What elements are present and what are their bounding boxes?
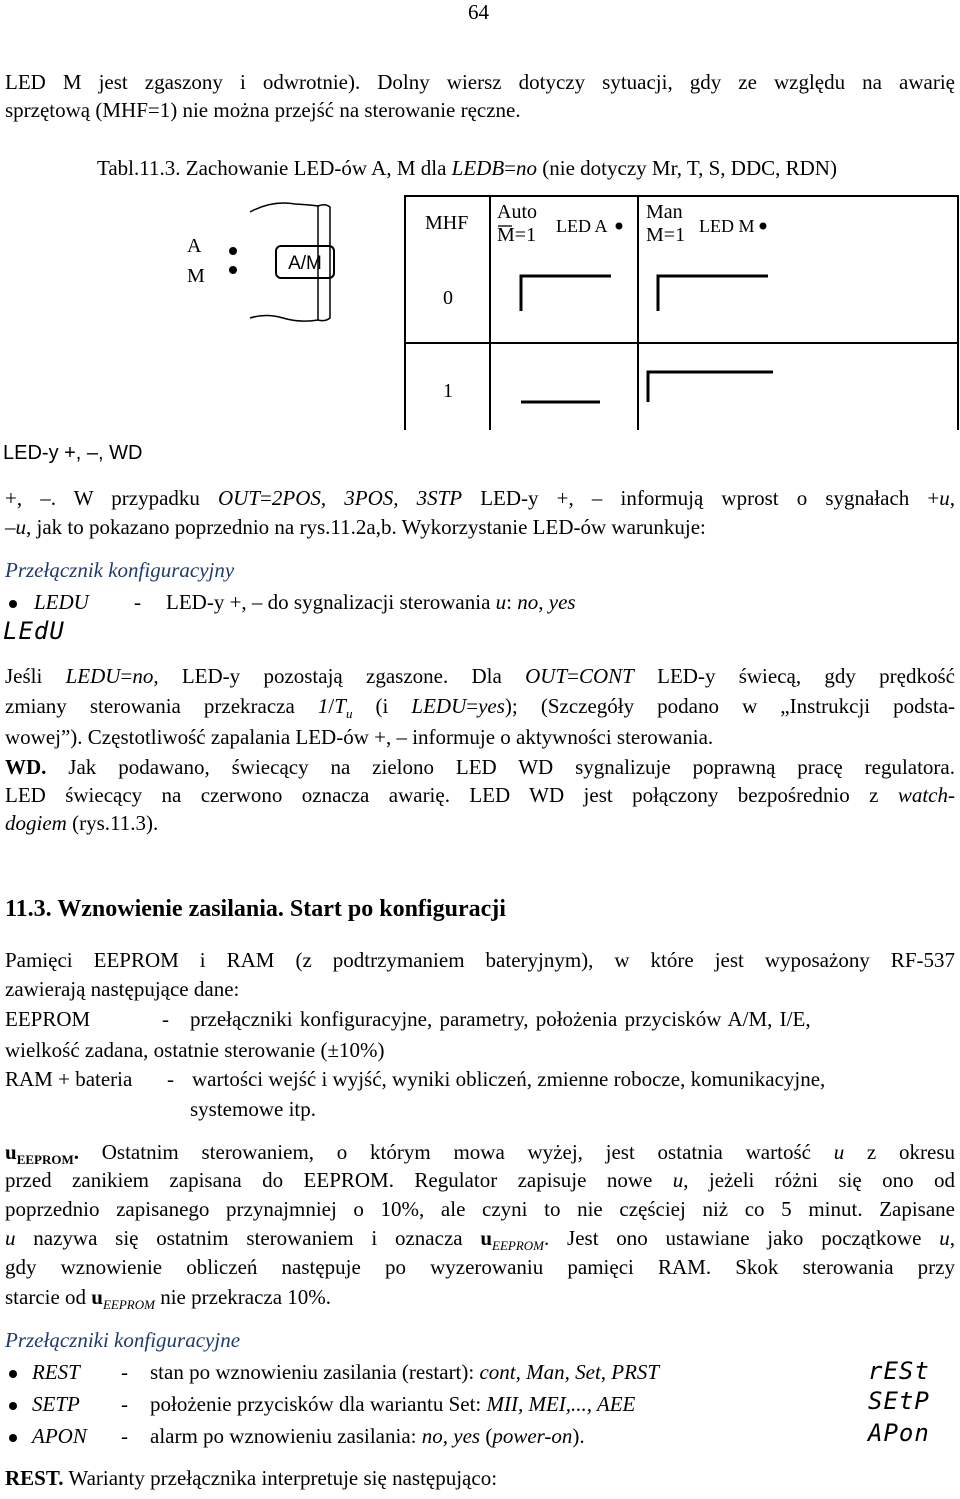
ueeprom-line-5: gdy wznowienie obliczeń następuje po wyzerowaniu pamięci RAM. Skok sterowania przy bbox=[5, 1255, 955, 1279]
setp-desc: położenie przycisków dla wariantu Set: MII, MEI,..., AEE bbox=[150, 1392, 636, 1416]
bullet bbox=[9, 1370, 17, 1378]
ledu-para-line-2: zmiany sterowania przekracza $1/T_u$ (i LEDU=yes); (Szczegóły podano w „Instrukcji podsta- bbox=[5, 694, 956, 722]
ram-text-2: systemowe itp. bbox=[190, 1097, 316, 1121]
wd-para-line-2: LED świecący na czerwono oznacza awarię. LED WD jest połączony bezpośrednio z watch- bbox=[5, 783, 955, 807]
eeprom-dash: - bbox=[162, 1007, 169, 1031]
setp-display: SEtP bbox=[868, 1387, 930, 1415]
eeprom-text-2: wielkość zadana, ostatnie sterowanie (±10%) bbox=[5, 1038, 385, 1062]
col-man-m: M=1 bbox=[646, 224, 686, 246]
ledu-desc: LED-y +, – do sygnalizacji sterowania u: no, yes bbox=[166, 590, 576, 614]
ueeprom-line-3: poprzednio zapisanego przynajmniej o 10%, ale czyni to nie częściej niż co 5 minut. Zapisane bbox=[5, 1197, 955, 1221]
row-0: 0 bbox=[443, 287, 453, 309]
ledu-display: LEdU bbox=[3, 617, 65, 645]
led-m-dot bbox=[229, 266, 237, 274]
leds-para-line-2: –u, jak to pokazano poprzednio na rys.11.2a,b. Wykorzystanie LED-ów warunkuje: bbox=[5, 515, 706, 539]
col-led-a: LED A bbox=[556, 216, 608, 236]
ledu-dash: - bbox=[134, 590, 141, 614]
page-number: 64 bbox=[468, 0, 489, 24]
config-heading-2: Przełączniki konfiguracyjne bbox=[5, 1328, 241, 1352]
bullet bbox=[9, 1434, 17, 1442]
led-m-indicator bbox=[760, 223, 767, 230]
ram-text: wartości wejść i wyjść, wyniki obliczeń, zmienne robocze, komunikacyjne, bbox=[192, 1067, 826, 1091]
col-led-m: LED M bbox=[699, 216, 755, 236]
eeprom-label: EEPROM bbox=[5, 1007, 91, 1031]
bullet bbox=[9, 1402, 17, 1410]
ueeprom-line-1: $u_{EEPROM}$. Ostatnim sterowaniem, o którym mowa wyżej, jest ostatnia wartość u z okresu bbox=[5, 1140, 955, 1168]
section-title: 11.3. Wznowienie zasilania. Start po konfiguracji bbox=[5, 896, 506, 922]
am-switch-label: A/M bbox=[288, 253, 322, 274]
apon-name: APON bbox=[32, 1424, 87, 1448]
ledu-para-line-1: Jeśli LEDU=no, LED-y pozostają zgaszone. Dla OUT=CONT LED-y świecą, gdy prędkość bbox=[5, 664, 955, 688]
apon-dash: - bbox=[121, 1424, 128, 1448]
led-a-indicator bbox=[616, 223, 623, 230]
led-a-dot bbox=[229, 247, 237, 255]
leds-para-line-1: +, –. W przypadku OUT=2POS, 3POS, 3STP LED-y +, – informują wprost o sygnałach +u, bbox=[5, 486, 955, 510]
wave-man-row0 bbox=[658, 276, 768, 311]
led-behaviour-table bbox=[0, 0, 960, 430]
rest-name: REST bbox=[32, 1360, 80, 1384]
ueeprom-line-2: przed zanikiem zapisana do EEPROM. Regulator zapisuje nowe u, jeżeli różni się ono od bbox=[5, 1168, 955, 1192]
config-heading-1: Przełącznik konfiguracyjny bbox=[5, 558, 235, 582]
rest-dash: - bbox=[121, 1360, 128, 1384]
table-caption: Tabl.11.3. Zachowanie LED-ów A, M dla LEDB=no (nie dotyczy Mr, T, S, DDC, RDN) bbox=[97, 156, 837, 180]
intro-line-1: LED M jest zgaszony i odwrotnie). Dolny wiersz dotyczy sytuacji, gdy ze względu na awarię bbox=[5, 70, 955, 94]
ueeprom-line-4: u nazywa się ostatnim sterowaniem i oznacza $u_{EEPROM}$. Jest ono ustawiane jako początkowe u, bbox=[5, 1226, 955, 1254]
col-auto-m: M=1 bbox=[497, 224, 537, 246]
rest-desc: stan po wznowieniu zasilania (restart): cont, Man, Set, PRST bbox=[150, 1360, 660, 1384]
wave-man-row1 bbox=[648, 372, 773, 402]
memory-line-2: zawierają następujące dane: bbox=[5, 977, 240, 1001]
setp-name: SETP bbox=[32, 1392, 80, 1416]
bullet bbox=[9, 600, 17, 608]
diagram-label-m: M bbox=[187, 265, 205, 287]
eeprom-text: przełączniki konfiguracyjne, parametry, położenia przycisków A/M, I/E, bbox=[190, 1007, 811, 1031]
wd-para-line-1: WD. Jak podawano, świecący na zielono LED WD sygnalizuje poprawną pracę regulatora. bbox=[5, 755, 955, 779]
apon-desc: alarm po wznowieniu zasilania: no, yes (power-on). bbox=[150, 1424, 585, 1448]
col-man: Man bbox=[646, 201, 683, 223]
ledu-name: LEDU bbox=[34, 590, 89, 614]
rest-display: rESt bbox=[868, 1357, 930, 1385]
ueeprom-line-6: starcie od $u_{EEPROM}$ nie przekracza 10%. bbox=[5, 1285, 332, 1313]
col-auto: Auto bbox=[497, 201, 537, 223]
col-mhf: MHF bbox=[425, 212, 469, 234]
wave-auto-row0 bbox=[521, 276, 611, 311]
row-1: 1 bbox=[443, 380, 453, 402]
ledu-para-line-3: wowej”). Częstotliwość zapalania LED-ów +, – informuje o aktywności sterowania. bbox=[5, 725, 714, 749]
wd-para-line-3: dogiem (rys.11.3). bbox=[5, 811, 159, 835]
apon-display: APon bbox=[868, 1419, 930, 1447]
diagram-label-a: A bbox=[187, 235, 202, 257]
setp-dash: - bbox=[121, 1392, 128, 1416]
ram-label: RAM + bateria bbox=[5, 1067, 133, 1091]
rest-para: REST. Warianty przełącznika interpretuje się następująco: bbox=[5, 1466, 498, 1490]
intro-line-2: sprzętową (MHF=1) nie można przejść na sterowanie ręczne. bbox=[5, 98, 521, 122]
ram-dash: - bbox=[167, 1067, 174, 1091]
memory-line-1: Pamięci EEPROM i RAM (z podtrzymaniem bateryjnym), w które jest wyposażony RF-537 bbox=[5, 948, 955, 972]
leds-heading: LED-y +, –, WD bbox=[3, 442, 143, 464]
